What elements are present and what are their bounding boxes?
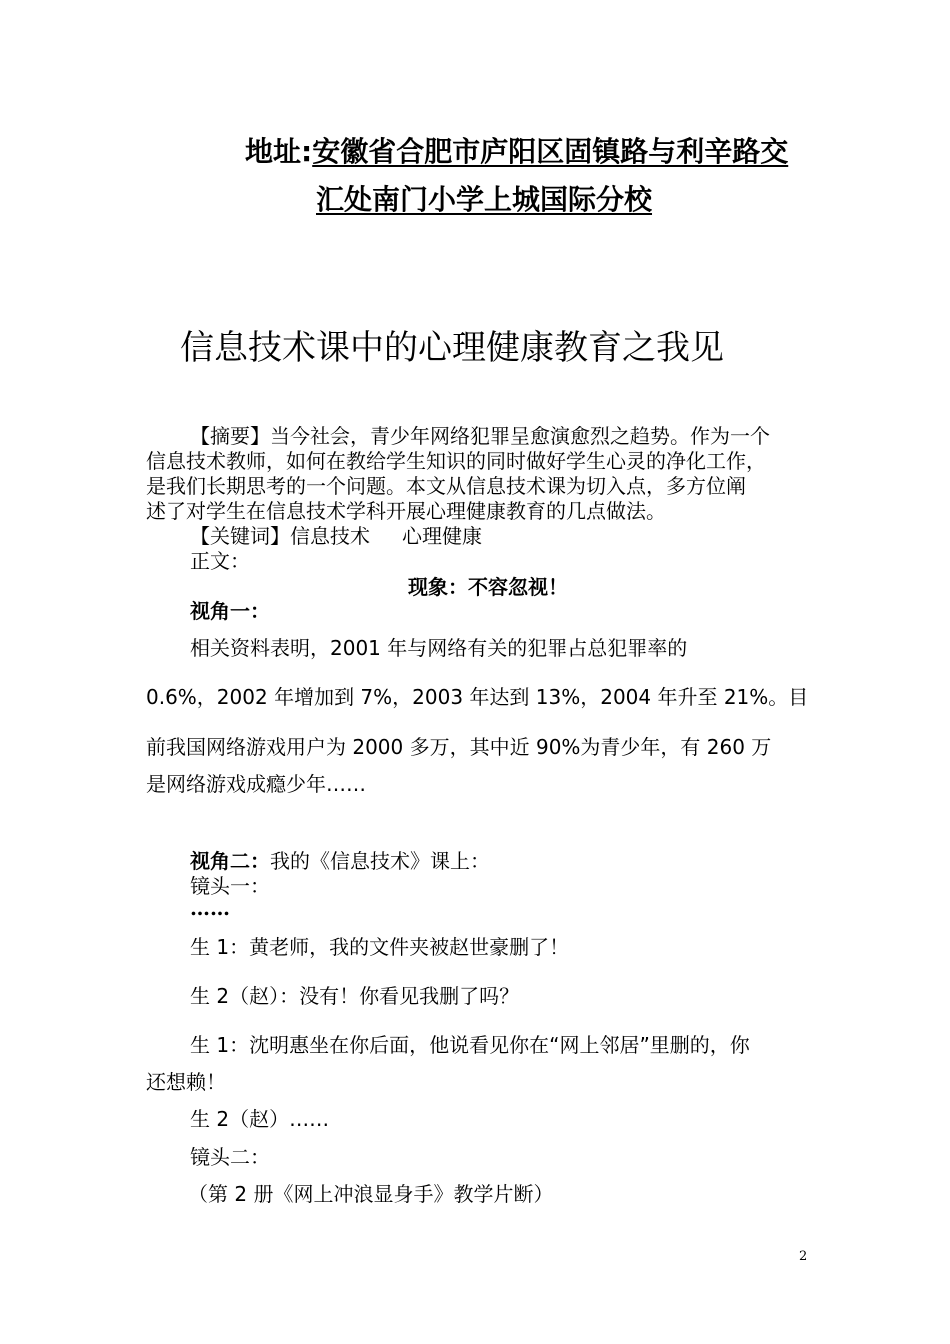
angle1-line-2: 0.6%，2002 年增加到 7%，2003 年达到 13%，2004 年升至 21%。目 [146,685,809,709]
address-line-2 [316,183,653,216]
abstract-line-3: 是我们长期思考的一个问题。本文从信息技术课为切入点，多方位阐 [146,474,746,498]
abstract-line-4: 述了对学生在信息技术学科开展心理健康教育的几点做法。 [146,499,666,523]
page-number: 2 [799,1249,808,1264]
dialogue-4: 生 2（赵）…… [190,1107,330,1131]
angle1-label: 视角一： [190,599,270,623]
address-text-1: 安徽省合肥市庐阳区固镇路与利辛路交 [312,135,789,168]
scene2-note: （第 2 册《网上冲浪显身手》教学片断） [188,1182,554,1206]
scene1-ellipsis: …… [190,896,230,920]
address-label: 地址: [245,135,313,168]
dialogue-3-line-2: 还想赖！ [146,1070,226,1094]
keywords-label: 【关键词】信息技术 [190,524,370,548]
abstract-line-1: 【摘要】当今社会，青少年网络犯罪呈愈演愈烈之趋势。作为一个 [190,424,770,448]
angle2-line [190,851,490,871]
body-label: 正文： [190,549,250,573]
angle1-line-4: 是网络游戏成瘾少年…… [146,772,366,796]
address-line-1 [245,135,789,168]
scene2-label: 镜头二： [190,1145,270,1169]
angle1-line-1: 相关资料表明，2001 年与网络有关的犯罪占总犯罪率的 [190,636,688,660]
keywords-value: 心理健康 [402,524,482,548]
document-title: 信息技术课中的心理健康教育之我见 [180,328,724,368]
angle1-line-3: 前我国网络游戏用户为 2000 多万，其中近 90%为青少年，有 260 万 [146,735,772,759]
scene1-label: 镜头一： [190,874,270,898]
angle2-label: 视角二： [190,849,270,873]
dialogue-2: 生 2（赵）：没有！你看见我删了吗？ [190,984,520,1008]
abstract-line-2: 信息技术教师，如何在教给学生知识的同时做好学生心灵的净化工作， [146,449,766,473]
angle2-text: 我的《信息技术》课上： [270,849,490,873]
dialogue-3-line-1: 生 1：沈明惠坐在你后面，他说看见你在“网上邻居”里删的，你 [190,1033,750,1057]
dialogue-1: 生 1：黄老师，我的文件夹被赵世豪删了！ [190,935,570,959]
keywords-line [190,526,482,546]
section-heading: 现象：不容忽视！ [408,575,568,599]
address-text-2: 汇处南门小学上城国际分校 [316,183,653,216]
